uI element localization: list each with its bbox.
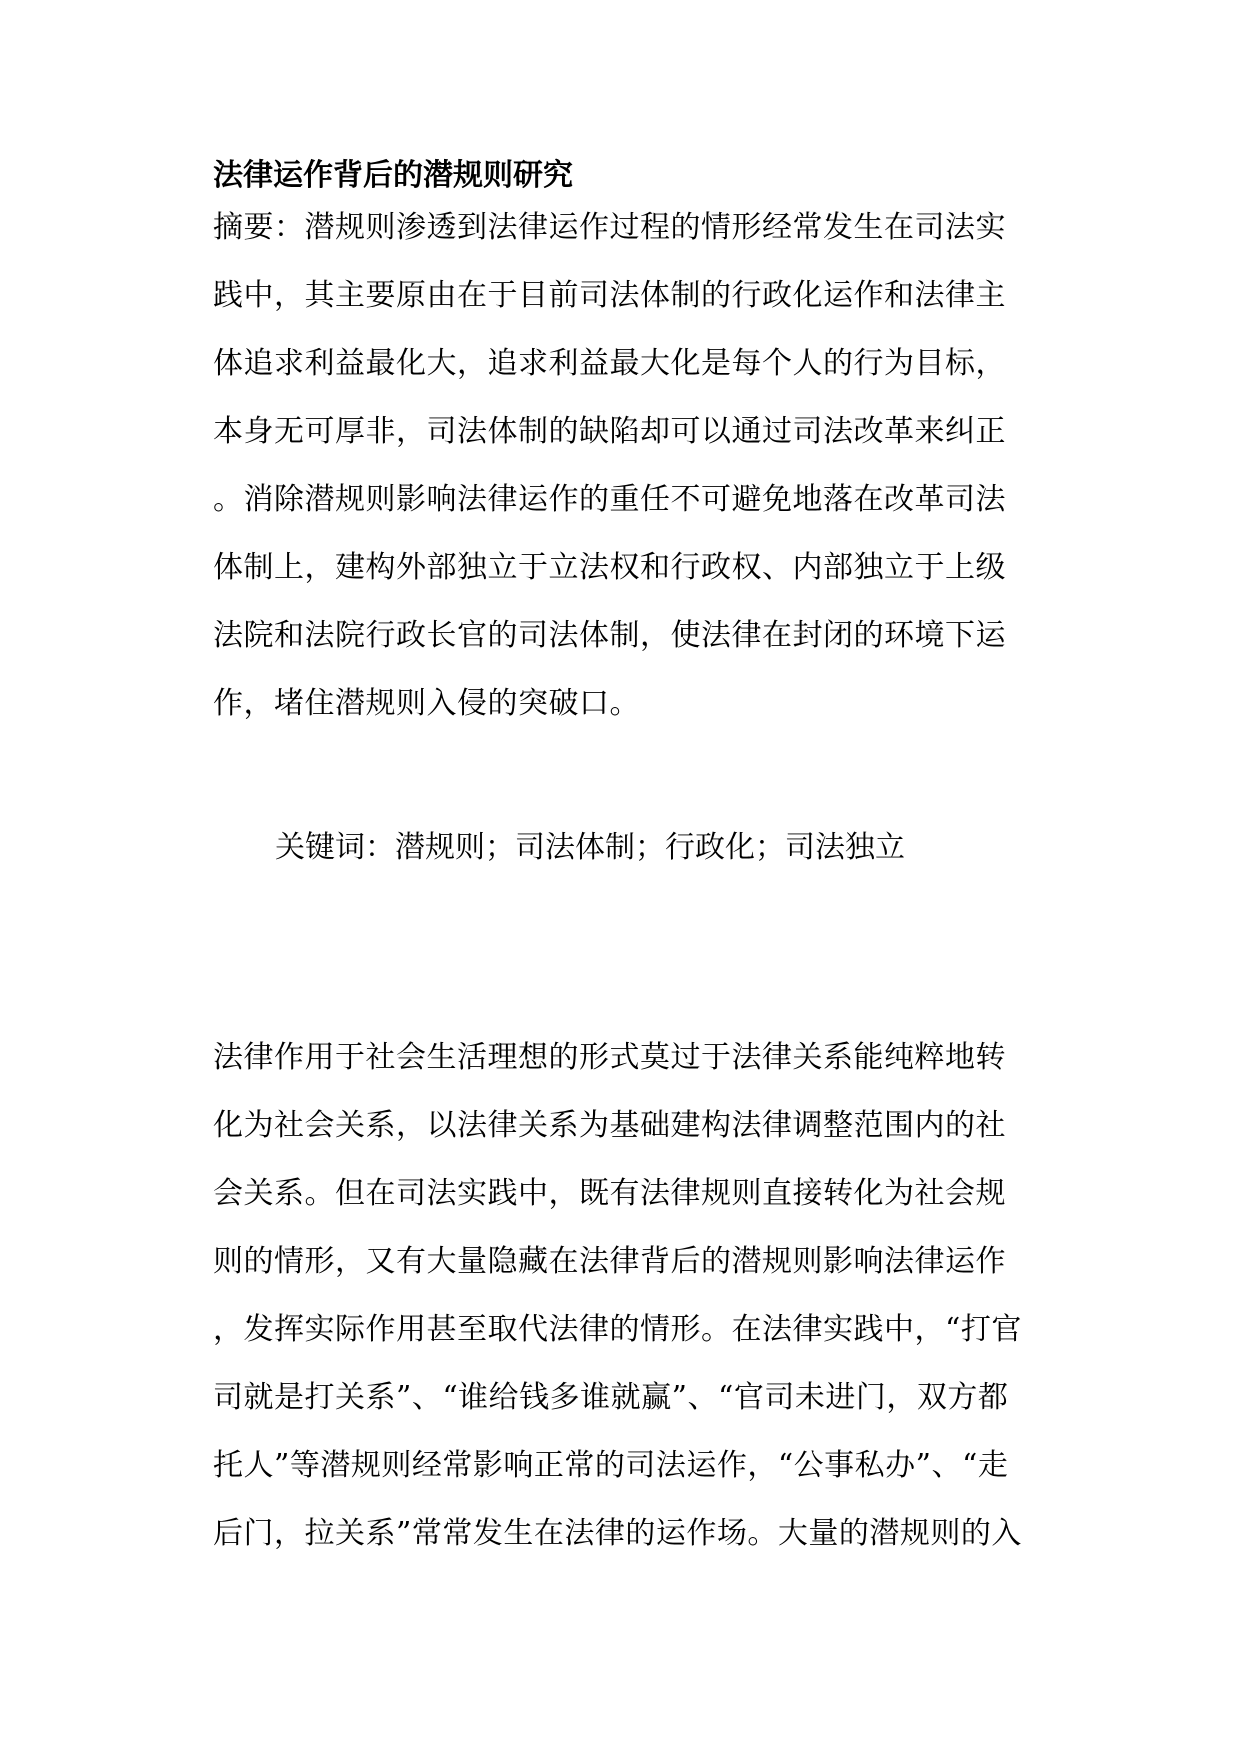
abstract-paragraph <box>213 194 1053 738</box>
body-line: ，发挥实际作用甚至取代法律的情形。在法律实践中，“打官 <box>213 1312 1022 1347</box>
body-line: 则的情形，又有大量隐藏在法律背后的潜规则影响法律运作 <box>213 1244 1006 1279</box>
body-paragraph <box>213 1024 1053 1568</box>
body-line: 化为社会关系，以法律关系为基础建构法律调整范围内的社 <box>213 1108 1006 1143</box>
keywords-line: 关键词：潜规则；司法体制；行政化；司法独立 <box>275 830 905 865</box>
abstract-line: 践中，其主要原由在于目前司法体制的行政化运作和法律主 <box>213 278 1006 313</box>
abstract-line: 。消除潜规则影响法律运作的重任不可避免地落在改革司法 <box>213 482 1006 517</box>
abstract-line: 法院和法院行政长官的司法体制，使法律在封闭的环境下运 <box>213 618 1006 653</box>
abstract-line: 体追求利益最化大，追求利益最大化是每个人的行为目标， <box>213 346 1006 381</box>
abstract-line: 本身无可厚非，司法体制的缺陷却可以通过司法改革来纠正 <box>213 414 1006 449</box>
abstract-line: 摘要：潜规则渗透到法律运作过程的情形经常发生在司法实 <box>213 210 1006 245</box>
document-title: 法律运作背后的潜规则研究 <box>213 158 573 193</box>
abstract-line: 体制上，建构外部独立于立法权和行政权、内部独立于上级 <box>213 550 1006 585</box>
body-line: 法律作用于社会生活理想的形式莫过于法律关系能纯粹地转 <box>213 1040 1006 1075</box>
body-line: 托人”等潜规则经常影响正常的司法运作，“公事私办”、“走 <box>213 1448 1009 1483</box>
body-line: 司就是打关系”、“谁给钱多谁就赢”、“官司未进门，双方都 <box>213 1380 1009 1415</box>
abstract-line: 作，堵住潜规则入侵的突破口。 <box>213 686 640 721</box>
body-line: 会关系。但在司法实践中，既有法律规则直接转化为社会规 <box>213 1176 1006 1211</box>
body-line: 后门，拉关系”常常发生在法律的运作场。大量的潜规则的入 <box>213 1516 1022 1551</box>
